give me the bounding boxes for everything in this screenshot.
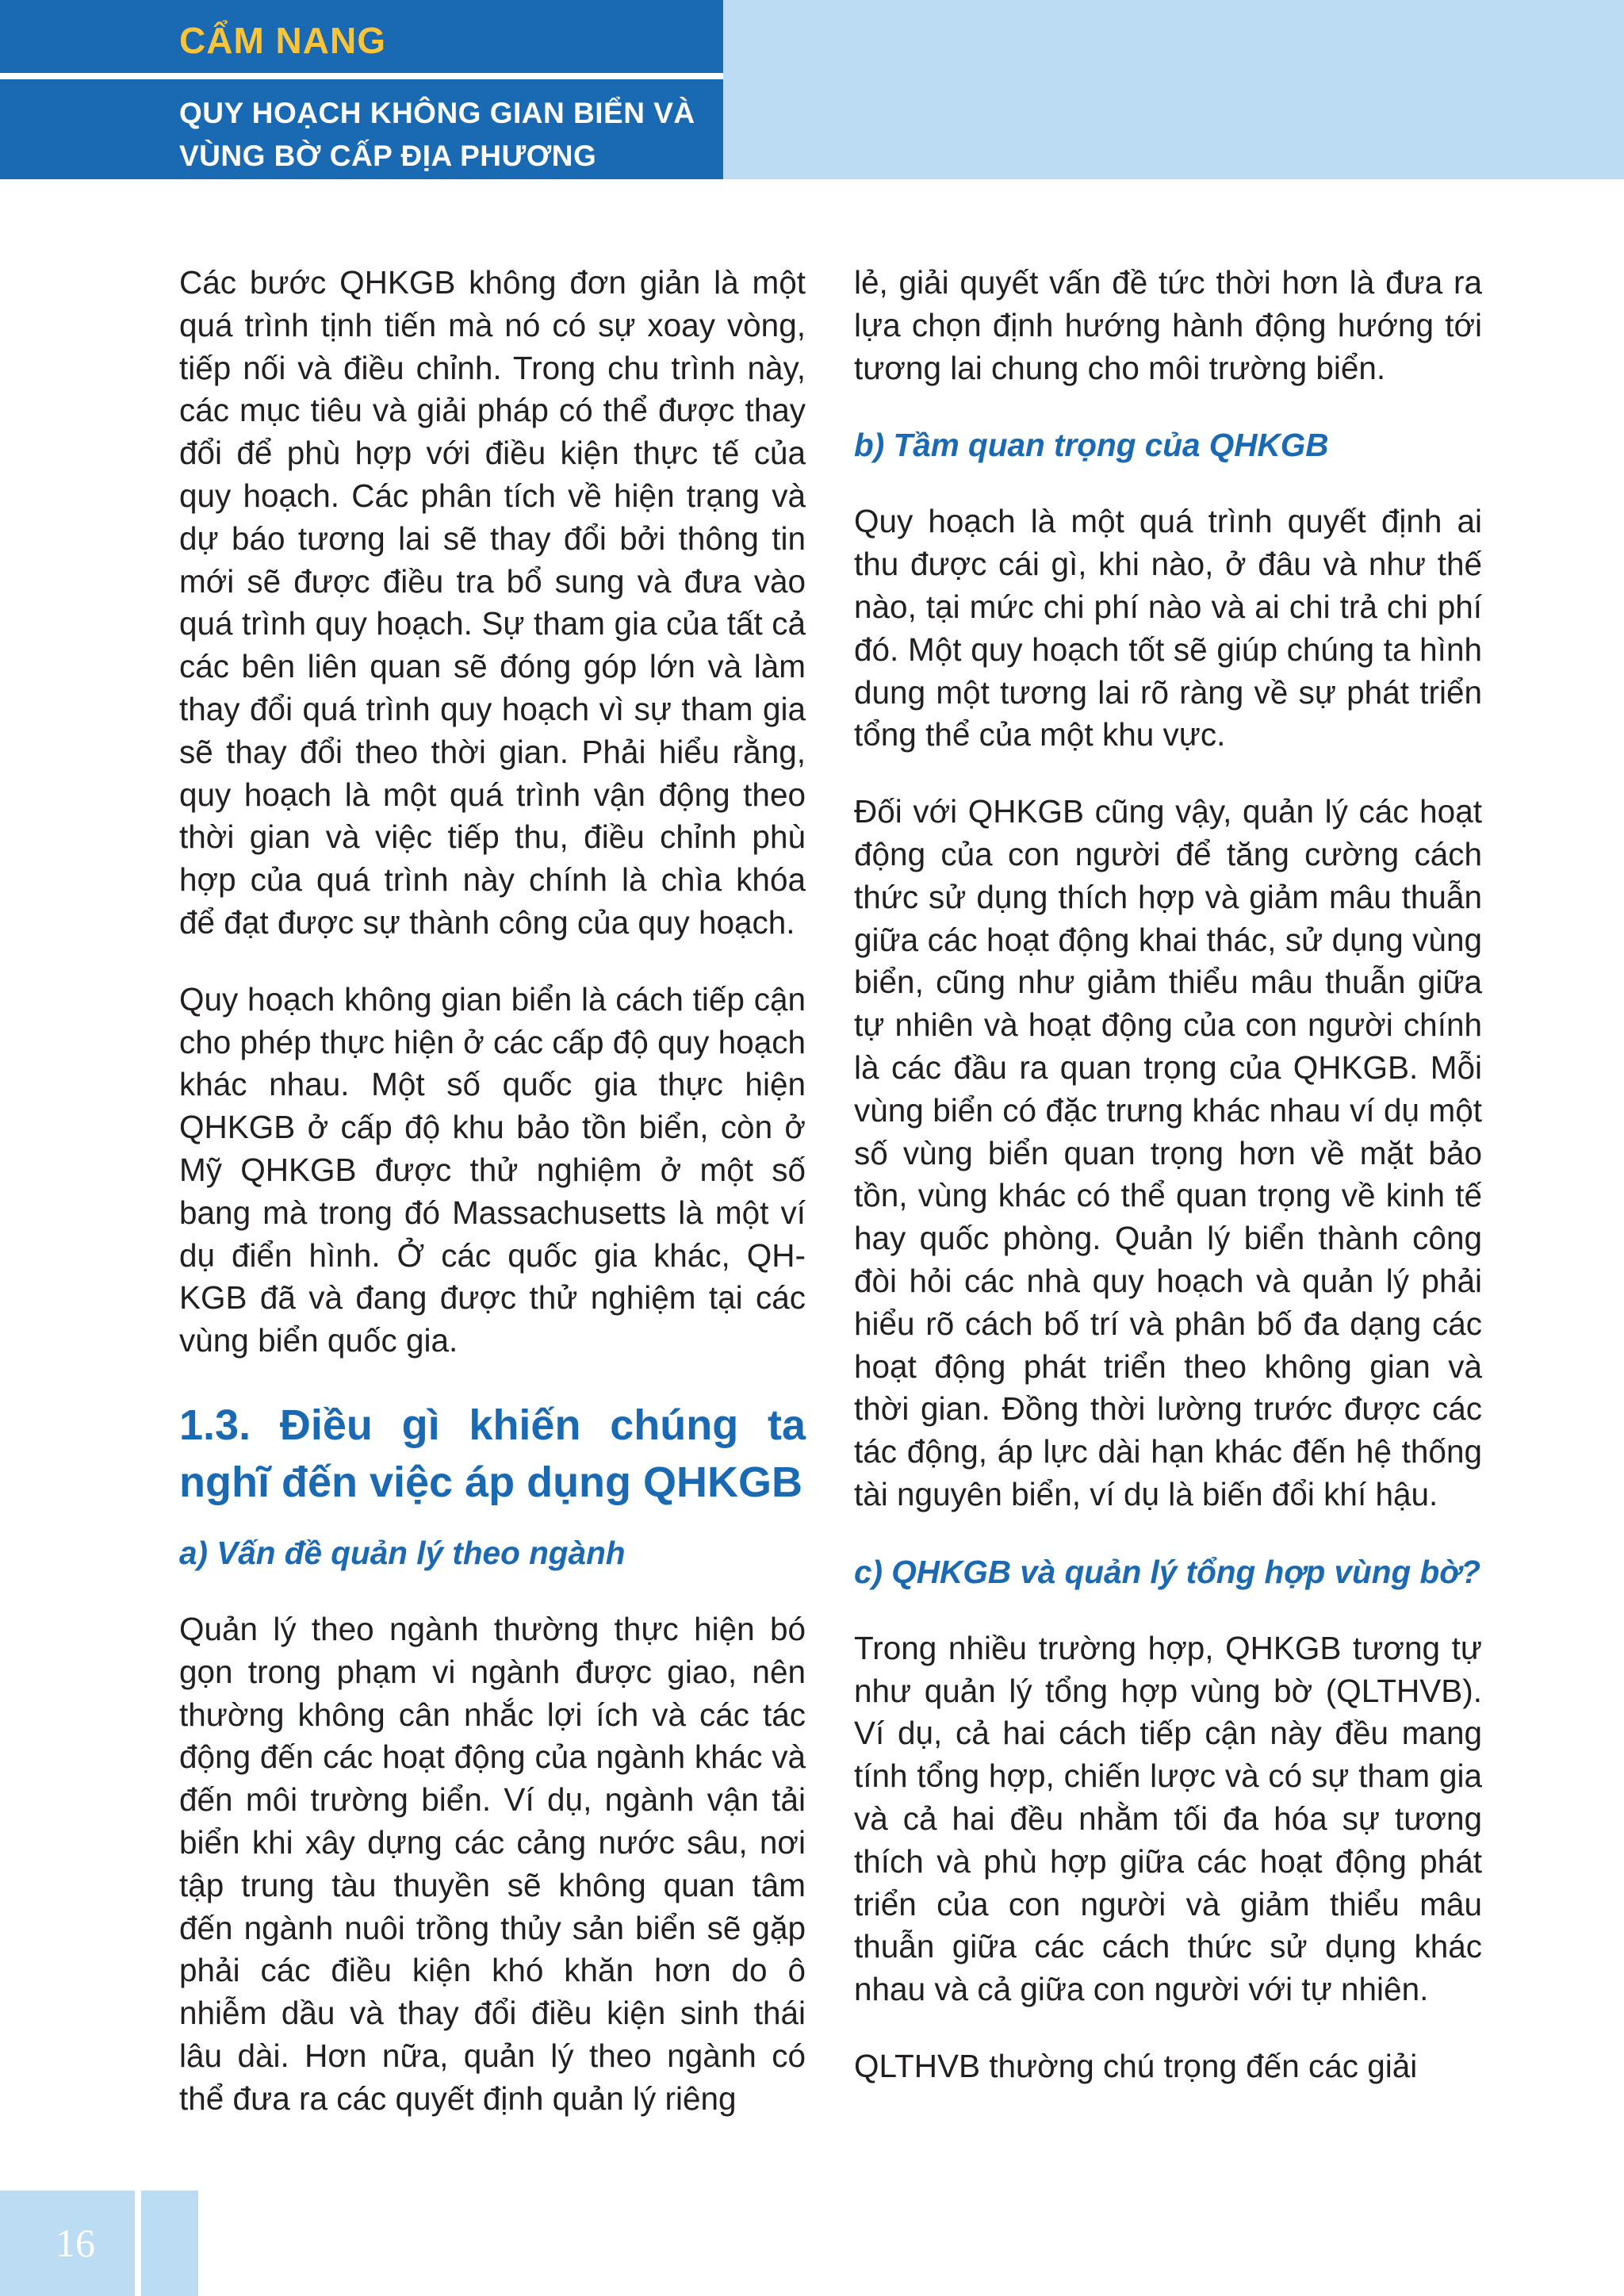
page-number: 16 — [56, 2221, 95, 2265]
paragraph: Quản lý theo ngành thường thực hiện bó gọn trong phạm vi ngành được giao, nên thường không cân nhắc lợi ích và các tác động đến các hoạt động của ngành khác và đến môi trường biển. Ví dụ, ngành vận tải biển khi xây dựng các cảng nước sâu, nơi tập trung tàu thuyền sẽ không quan tâm đến ngành nuôi trồng thủy sản biển sẽ gặp phải các điều kiện khó khăn hơn do ô nhiễm dầu và thay đổi điều kiện sinh thái lâu dài. Hơn nữa, quản lý theo ngành có thể đưa ra các quyết định quản lý riêng — [179, 1610, 806, 2117]
paragraph: Quy hoạch không gian biển là cách tiếp cận cho phép thực hiện ở các cấp độ quy hoạch khác nhau. Một số quốc gia thực hiện QHKGB ở cấp độ khu bảo tồn biển, còn ở Mỹ QHKGB được thử nghiệm ở một số bang mà trong đó Massachusetts là một ví dụ điển hình. Ở các quốc gia khác, QH-KGB đã và đang được thử nghiệm tại các vùng biển quốc gia. — [179, 980, 806, 1359]
right-column — [854, 262, 1482, 2122]
header-brand: CẨM NANG — [179, 20, 386, 61]
paragraph: lẻ, giải quyết vấn đề tức thời hơn là đưa ra lựa chọn định hướng hành động hướng tới tương lai chung cho môi trường biển. — [854, 264, 1482, 386]
paragraph: Đối với QHKGB cũng vậy, quản lý các hoạt động của con người để tăng cường cách thức sử dụng thích hợp và giảm mâu thuẫn giữa các hoạt động khai thác, sử dụng vùng biển, cũng như giảm thiểu mâu thuẫn giữa tự nhiên và hoạt động của con người chính là các đầu ra quan trọng của QHKGB. Mỗi vùng biển có đặc trưng khác nhau ví dụ một số vùng biển quan trọng hơn về mặt bảo tồn, vùng khác có thể quan trọng về kinh tế hay quốc phòng. Quản lý biển thành công đòi hỏi các nhà quy hoạch và quản lý phải hiểu rõ cách bố trí và phân bố đa dạng các hoạt động phát triển theo không gian và thời gian. Đồng thời lường trước được các tác động, áp lực dài hạn khác đến hệ thống tài nguyên biển, ví dụ là biến đổi khí hậu. — [854, 793, 1482, 1512]
paragraph: Các bước QHKGB không đơn giản là một quá trình tịnh tiến mà nó có sự xoay vòng, tiếp nối và điều chỉnh. Trong chu trình này, các mục tiêu và giải pháp có thể được thay đổi để phù hợp với điều kiện thực tế của quy hoạch. Các phân tích về hiện trạng và dự báo tương lai sẽ thay đổi bởi thông tin mới sẽ được điều tra bổ sung và đưa vào quá trình quy hoạch. Sự tham gia của tất cả các bên liên quan sẽ đóng góp lớn và làm thay đổi quá trình quy hoạch vì sự tham gia sẽ thay đổi theo thời gian. Phải hiểu rằng, quy hoạch là một quá trình vận động theo thời gian và việc tiếp thu, điều chỉnh phù hợp của quá trình này chính là chìa khóa để đạt được sự thành công của quy hoạch. — [179, 264, 806, 941]
paragraph: Trong nhiều trường hợp, QHKGB tương tự như quản lý tổng hợp vùng bờ (QLTHVB). Ví dụ, cả hai cách tiếp cận này đều mang tính tổng hợp, chiến lược và có sự tham gia và cả hai đều nhằm tối đa hóa sự tương thích và phù hợp giữa các hoạt động phát triển của con người và giảm thiểu mâu thuẫn giữa các cách thức sử dụng khác nhau và cả giữa con người với tự nhiên. — [854, 1629, 1482, 2008]
subheading: a) Vấn đề quản lý theo ngành — [179, 1534, 626, 1571]
paragraph: QLTHVB thường chú trọng đến các giải — [854, 2047, 1418, 2084]
header-subtitle: QUY HOẠCH KHÔNG GIAN BIỂN VÀ VÙNG BỜ CẤP ĐỊA PHƯƠNG — [179, 97, 695, 172]
left-column — [179, 262, 806, 2154]
subheading: c) QHKGB và quản lý tổng hợp vùng bờ? — [854, 1553, 1481, 1590]
subheading: b) Tầm quan trọng của QHKGB — [854, 427, 1329, 464]
footer-block — [141, 2191, 198, 2296]
header-divider — [0, 73, 723, 79]
section-heading: 1.3. Điều gì khiến chúng ta nghĩ đến việc áp dụng QHKGB — [179, 1401, 806, 1506]
paragraph: Quy hoạch là một quá trình quyết định ai thu được cái gì, khi nào, ở đâu và như thế nào, tại mức chi phí nào và ai chi trả chi phí đó. Một quy hoạch tốt sẽ giúp chúng ta hình dung một tương lai rõ ràng về sự phát triển tổng thể của một khu vực. — [854, 503, 1482, 753]
